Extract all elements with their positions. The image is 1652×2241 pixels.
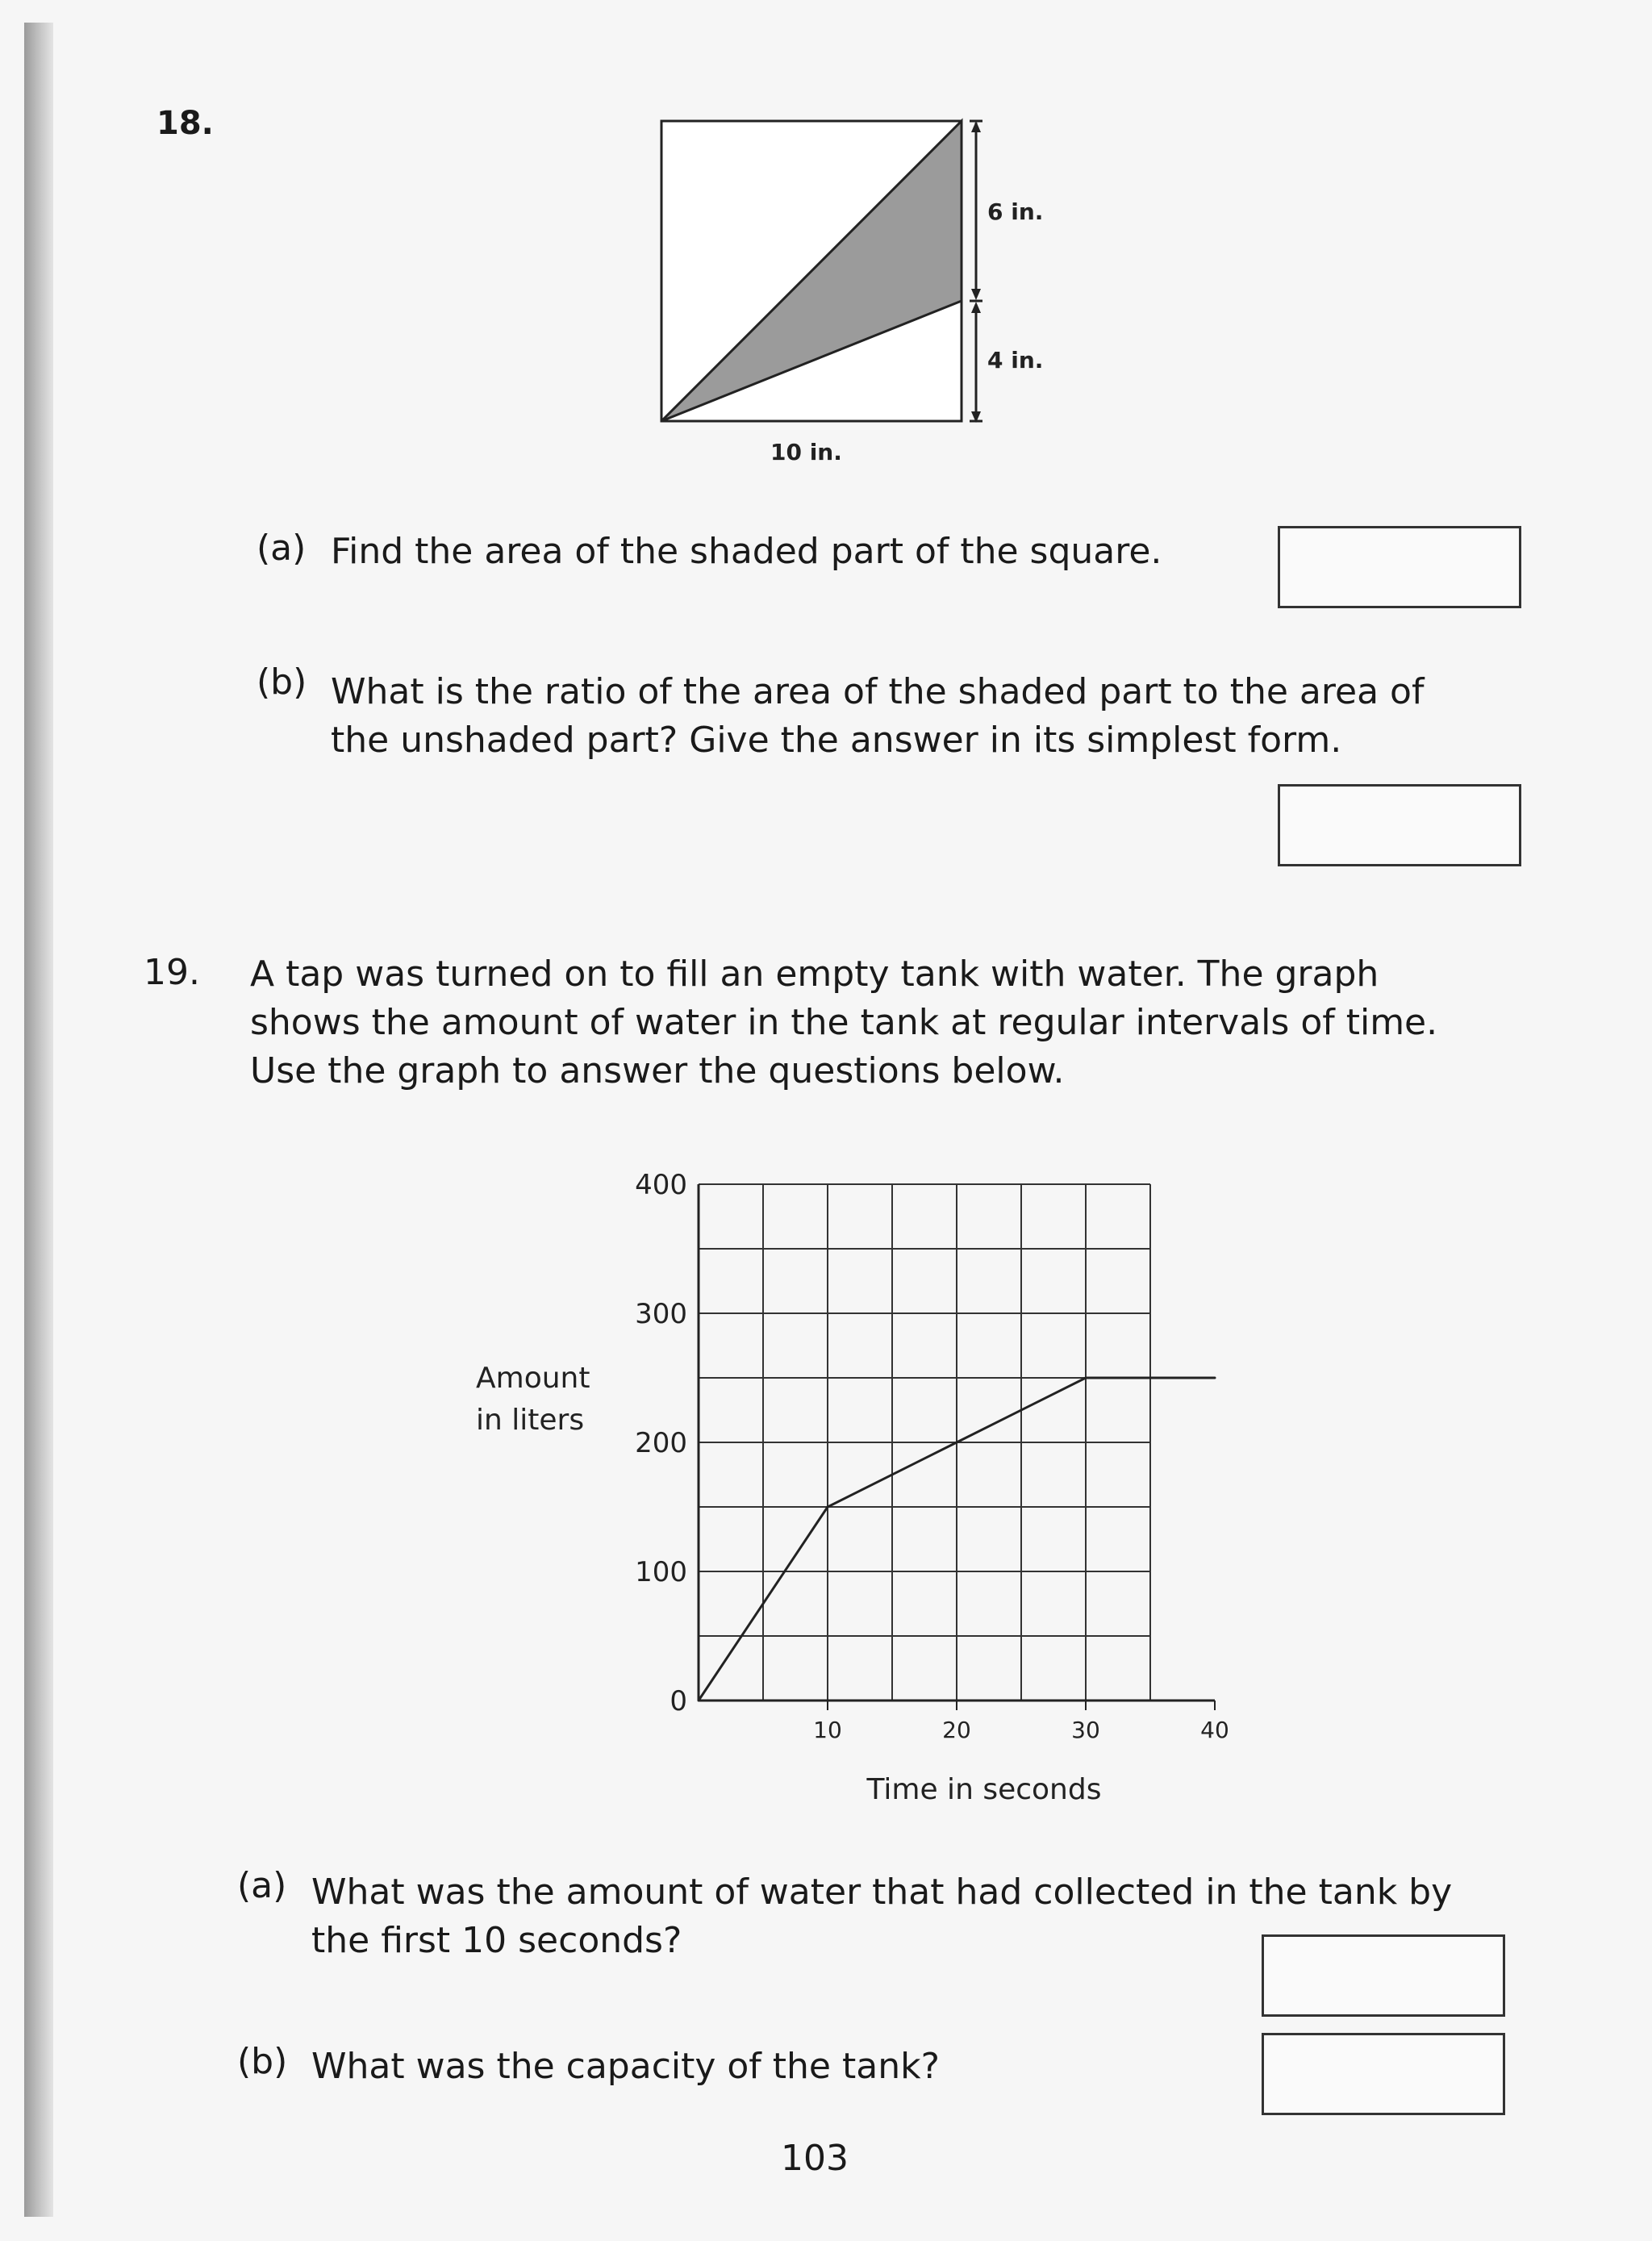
x-axis-label: Time in seconds: [866, 1773, 1102, 1806]
q19-line-chart: [452, 1146, 1274, 1823]
x-tick-label: 40: [1200, 1717, 1229, 1743]
q19-number: 19.: [144, 952, 200, 993]
dim-label-4in: 4 in.: [987, 347, 1044, 374]
y-axis-label-line1: Amount: [476, 1362, 590, 1395]
q19-intro-line3: Use the graph to answer the questions below.: [250, 1050, 1065, 1091]
x-tick-label: 30: [1071, 1717, 1100, 1743]
q18-number: 18.: [156, 105, 214, 142]
y-tick-label: 200: [635, 1427, 687, 1459]
q18b-line1: What is the ratio of the area of the shaded part to the area of: [331, 671, 1425, 712]
q19a-line1: What was the amount of water that had collected in the tank by: [311, 1872, 1453, 1913]
y-axis-label-line2: in liters: [476, 1404, 585, 1437]
x-tick-label: 20: [942, 1717, 971, 1743]
q19a-line2: the first 10 seconds?: [311, 1920, 682, 1961]
y-tick-label: 0: [670, 1685, 687, 1717]
data-point: [827, 1506, 829, 1509]
q18-square-figure: [645, 105, 1097, 468]
q18a-text: Find the area of the shaded part of the square.: [331, 531, 1162, 572]
q18b-label: (b): [257, 661, 307, 703]
data-point: [1085, 1377, 1087, 1379]
q19-intro-line2: shows the amount of water in the tank at regular intervals of time.: [250, 1002, 1438, 1043]
data-point: [956, 1442, 958, 1444]
book-spine-shadow: [24, 23, 53, 2217]
q19a-label: (a): [237, 1865, 287, 1906]
q18b-answer-box[interactable]: [1278, 784, 1521, 866]
q19-intro-line1: A tap was turned on to fill an empty tank with water. The graph: [250, 954, 1379, 995]
y-tick-label: 100: [635, 1556, 687, 1588]
data-point: [1214, 1377, 1216, 1379]
data-point: [698, 1700, 700, 1702]
q19b-answer-box[interactable]: [1262, 2033, 1505, 2115]
dim-label-10in: 10 in.: [770, 439, 842, 465]
q18a-answer-box[interactable]: [1278, 526, 1521, 608]
y-tick-label: 400: [635, 1169, 687, 1201]
dim-label-6in: 6 in.: [987, 198, 1044, 225]
q18a-label: (a): [257, 528, 307, 569]
page-number: 103: [781, 2138, 849, 2179]
q18b-line2: the unshaded part? Give the answer in its simplest form.: [331, 720, 1342, 761]
x-tick-label: 10: [813, 1717, 842, 1743]
q19a-answer-box[interactable]: [1262, 1934, 1505, 2017]
y-tick-label: 300: [635, 1298, 687, 1330]
q19b-label: (b): [237, 2041, 288, 2082]
q19b-text: What was the capacity of the tank?: [311, 2046, 940, 2087]
